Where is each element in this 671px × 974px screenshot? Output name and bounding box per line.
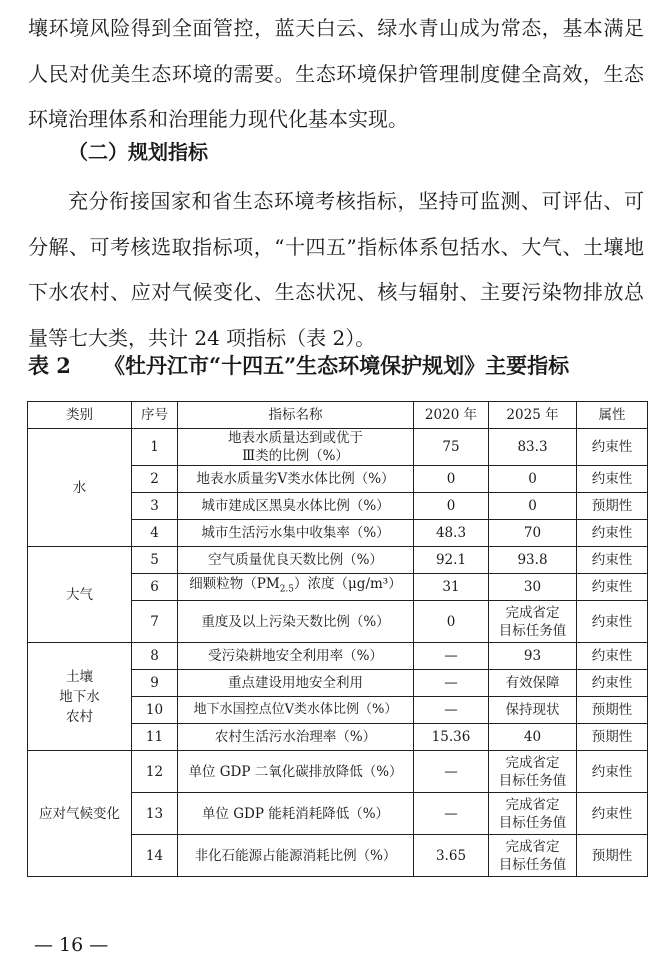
cell-2020: — [414,670,489,697]
cell-no: 4 [132,520,178,547]
cell-attr: 约束性 [577,574,648,601]
header-category: 类别 [28,402,132,429]
cell-no: 7 [132,601,178,643]
cell-2020: — [414,697,489,724]
cell-2020: 0 [414,493,489,520]
table-row [28,643,648,670]
cell-name: 重度及以上污染天数比例（%） [178,601,414,643]
table-row [28,429,648,466]
cell-2025: 93.8 [489,547,577,574]
table-caption [28,350,644,380]
cell-2025: 0 [489,493,577,520]
cell-2020: 0 [414,601,489,643]
cell-name: 城市生活污水集中收集率（%） [178,520,414,547]
cell-2025: 0 [489,466,577,493]
cell-2025: 保持现状 [489,697,577,724]
cell-2025: 70 [489,520,577,547]
cell-2020: — [414,793,489,835]
cell-2020: 31 [414,574,489,601]
cell-2025: 93 [489,643,577,670]
cell-2025: 40 [489,724,577,751]
cell-no: 11 [132,724,178,751]
cell-2025: 83.3 [489,429,577,466]
cell-name: 空气质量优良天数比例（%） [178,547,414,574]
category-cell: 大气 [28,547,132,643]
cell-no: 13 [132,793,178,835]
cell-attr: 预期性 [577,835,648,877]
table-title: 《牡丹江市“十四五”生态环境保护规划》主要指标 [104,353,570,378]
cell-no: 9 [132,670,178,697]
cell-2025: 完成省定 目标任务值 [489,601,577,643]
header-no: 序号 [132,402,178,429]
cell-attr: 约束性 [577,601,648,643]
header-attr: 属性 [577,402,648,429]
cell-2025: 完成省定 目标任务值 [489,835,577,877]
category-cell: 应对气候变化 [28,751,132,877]
cell-2025: 完成省定 目标任务值 [489,751,577,793]
cell-no: 14 [132,835,178,877]
header-2020: 2020 年 [414,402,489,429]
page-number: — 16 — [34,934,109,956]
cell-attr: 约束性 [577,643,648,670]
header-2025: 2025 年 [489,402,577,429]
pm-subscript: 2.5 [279,584,295,595]
cell-2020: 15.36 [414,724,489,751]
cell-name: 地表水质量劣Ⅴ类水体比例（%） [178,466,414,493]
cell-2020: 75 [414,429,489,466]
cell-no: 10 [132,697,178,724]
cell-name: 农村生活污水治理率（%） [178,724,414,751]
cell-2020: — [414,643,489,670]
cell-attr: 约束性 [577,520,648,547]
cell-2025: 有效保障 [489,670,577,697]
cell-2020: — [414,751,489,793]
cell-no: 2 [132,466,178,493]
cell-name: 单位 GDP 能耗消耗降低（%） [178,793,414,835]
cell-no: 3 [132,493,178,520]
indicator-table [27,401,648,877]
pm-name-suffix: ）浓度（μg/m³） [294,576,402,593]
cell-2020: 92.1 [414,547,489,574]
table-row [28,751,648,793]
cell-name: 城市建成区黑臭水体比例（%） [178,493,414,520]
pm-name-prefix: 细颗粒物（PM [189,576,280,593]
table-label: 表 2 [28,353,71,378]
category-cell: 土壤 地下水 农村 [28,643,132,751]
cell-attr: 约束性 [577,466,648,493]
cell-attr: 预期性 [577,697,648,724]
cell-attr: 预期性 [577,724,648,751]
cell-attr: 约束性 [577,429,648,466]
cell-name: 单位 GDP 二氧化碳排放降低（%） [178,751,414,793]
cell-attr: 预期性 [577,493,648,520]
cell-2025: 完成省定 目标任务值 [489,793,577,835]
cell-attr: 约束性 [577,670,648,697]
header-name: 指标名称 [178,402,414,429]
cell-name: 非化石能源占能源消耗比例（%） [178,835,414,877]
cell-attr: 约束性 [577,751,648,793]
cell-no: 12 [132,751,178,793]
cell-2025: 30 [489,574,577,601]
cell-no: 5 [132,547,178,574]
section-heading: （二）规划指标 [68,140,208,164]
cell-attr: 约束性 [577,547,648,574]
cell-2020: 0 [414,466,489,493]
cell-name: 重点建设用地安全利用 [178,670,414,697]
table-header-row [28,402,648,429]
cell-no: 1 [132,429,178,466]
cell-name: 受污染耕地安全利用率（%） [178,643,414,670]
table-row [28,547,648,574]
cell-no: 8 [132,643,178,670]
paragraph-indicators-intro: 充分衔接国家和省生态环境考核指标，坚持可监测、可评估、可分解、可考核选取指标项，“十四五”指标体系包括水、大气、土壤地下水农村、应对气候变化、生态状况、核与辐射、主要污染物排放总量等七大类，共计 24 项指标（表 2）。 [28,189,644,350]
category-cell: 水 [28,429,132,547]
cell-name: 地下水国控点位Ⅴ类水体比例（%） [178,697,414,724]
cell-name [178,574,414,601]
cell-attr: 约束性 [577,793,648,835]
cell-no: 6 [132,574,178,601]
paragraph-goals: 壤环境风险得到全面管控，蓝天白云、绿水青山成为常态，基本满足人民对优美生态环境的需要。生态环境保护管理制度健全高效，生态环境治理体系和治理能力现代化基本实现。 [28,16,644,131]
cell-2020: 48.3 [414,520,489,547]
cell-name: 地表水质量达到或优于 Ⅲ类的比例（%） [178,429,414,466]
cell-2020: 3.65 [414,835,489,877]
